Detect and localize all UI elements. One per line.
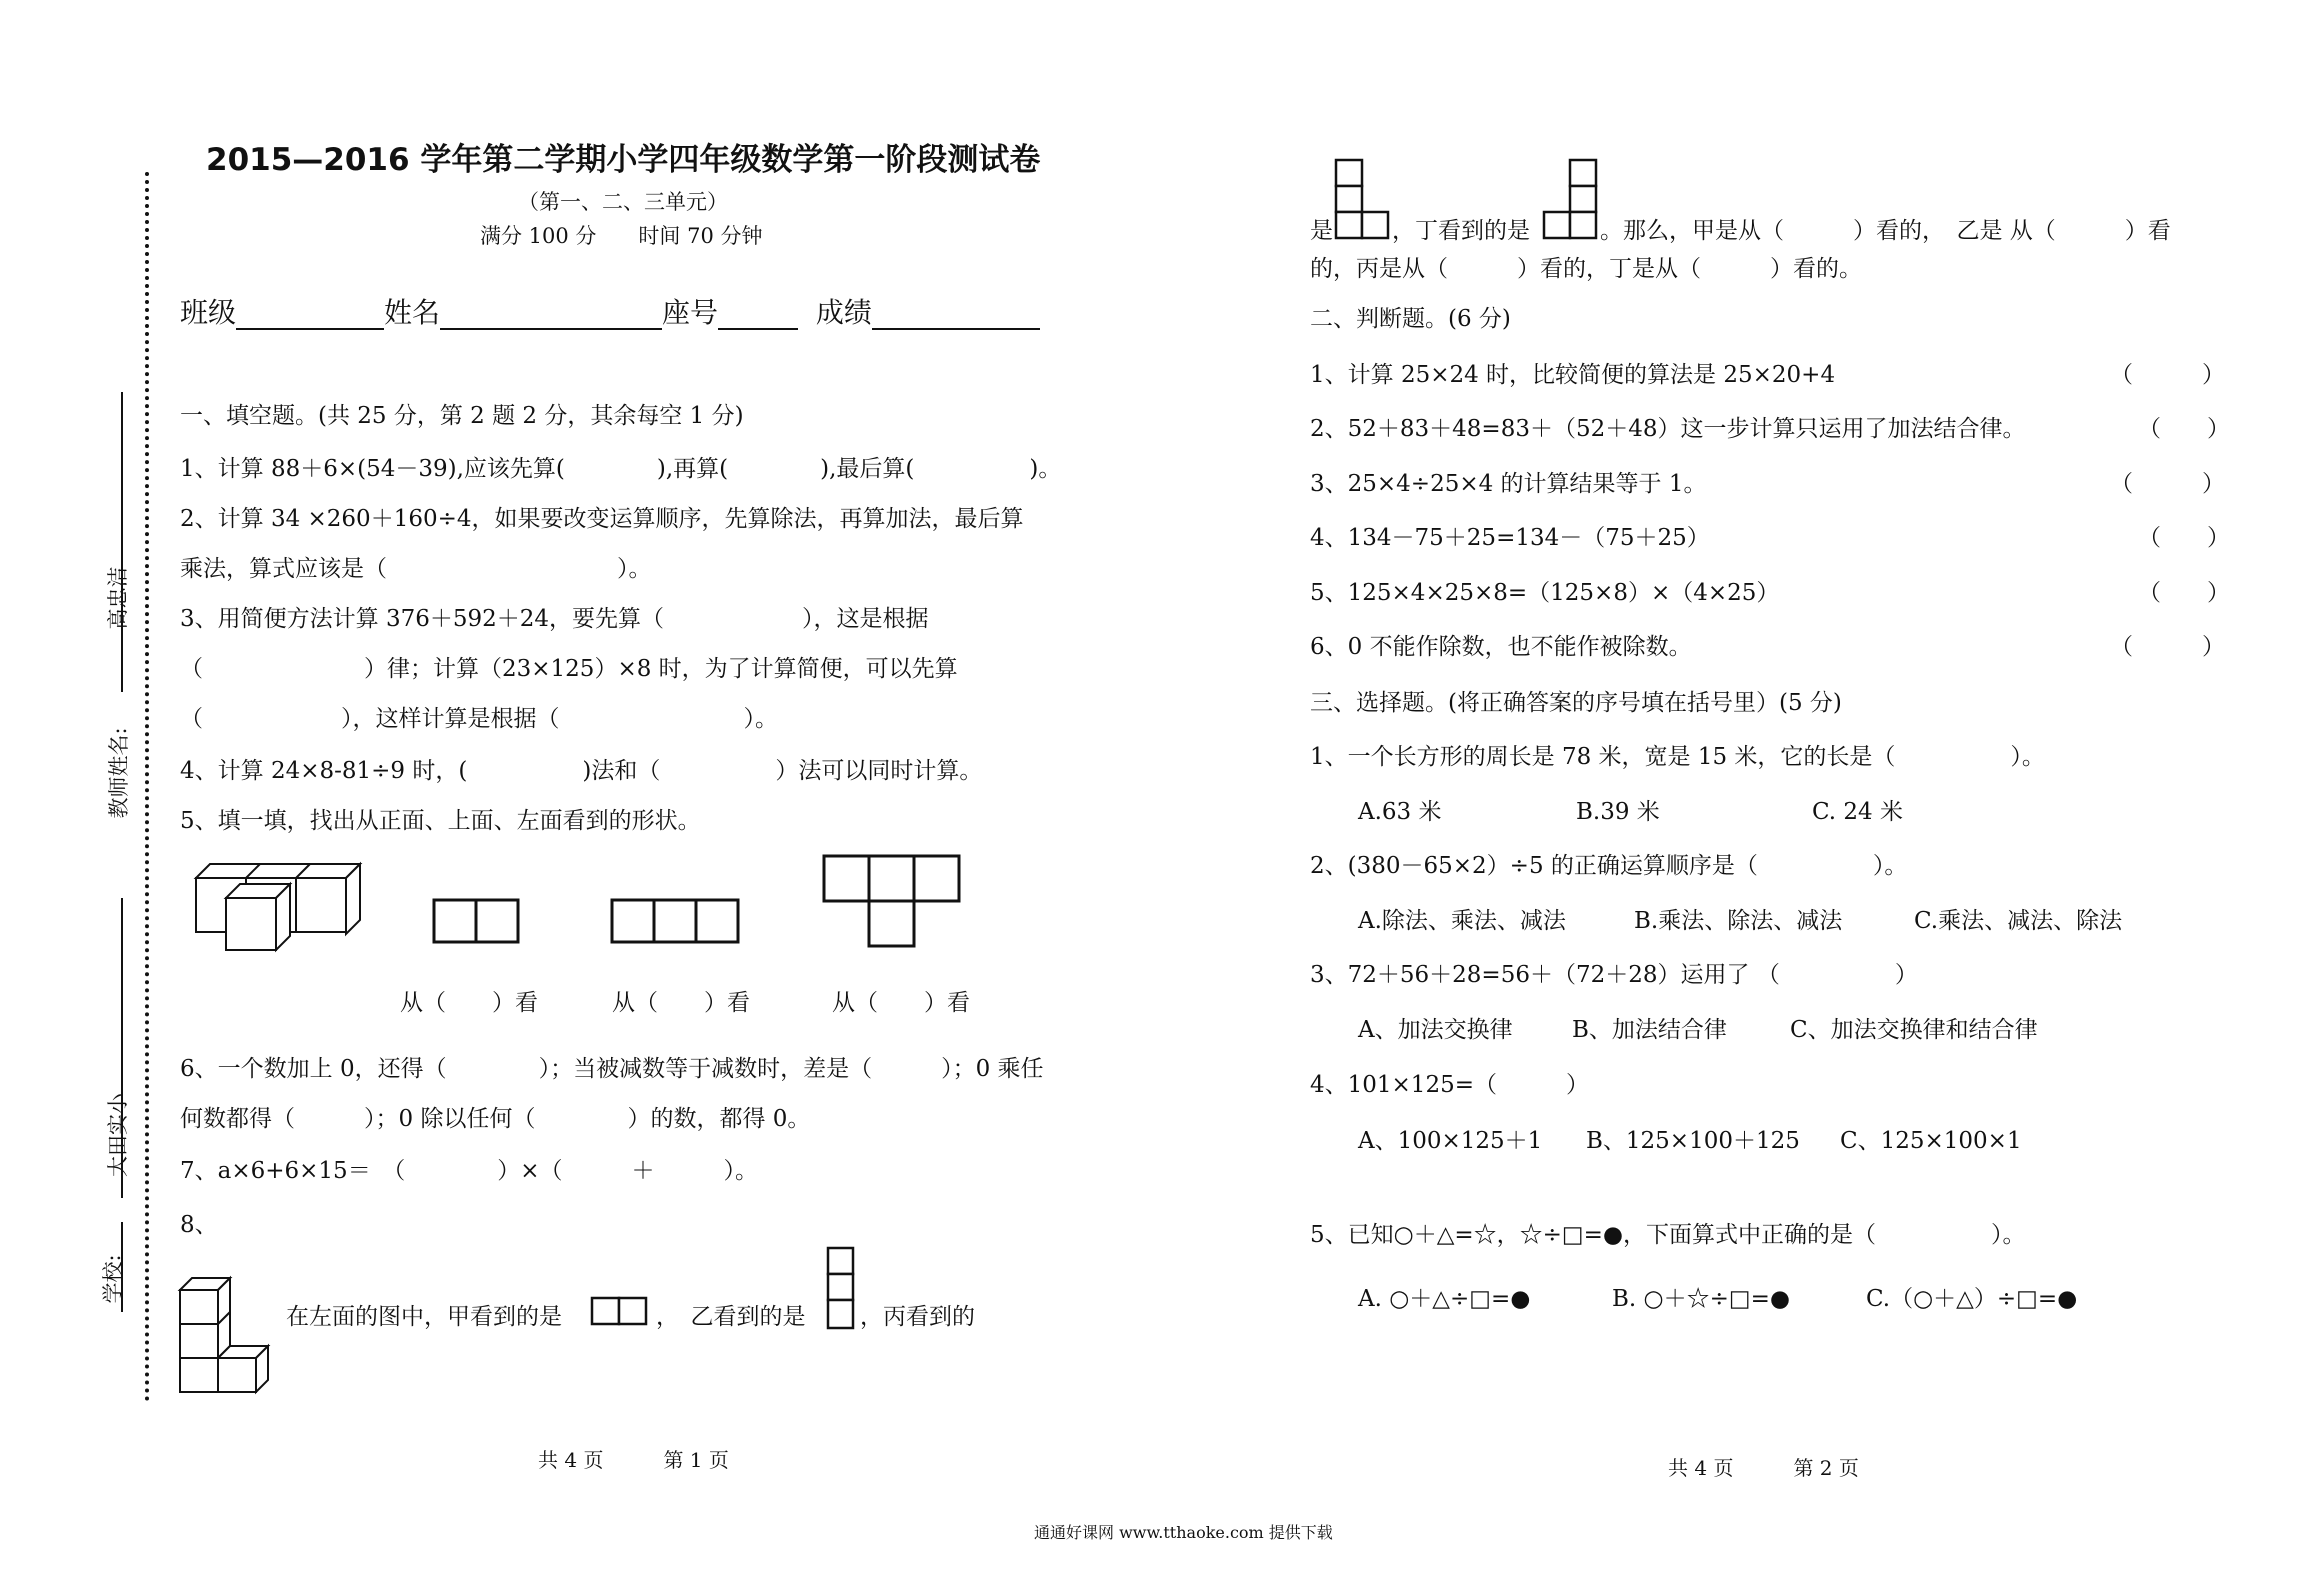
choice-q4-opt-b[interactable]: B、125×100＋125 [1586, 1128, 1800, 1154]
score-label: 成绩 [815, 296, 872, 329]
choice-q1-opt-b[interactable]: B.39 米 [1576, 799, 1660, 825]
choice-q5-opt-a[interactable]: A. ○＋△÷□=● [1358, 1286, 1531, 1312]
s1-q3b: （ ）律；计算（23×125）×8 时，为了计算简便，可以先算 [180, 656, 958, 682]
choice-q5: 5、已知○＋△=☆，☆÷□=●，下面算式中正确的是（ ）。 [1310, 1222, 2026, 1248]
judge-item-1: 1、计算 25×24 时，比较简便的算法是 25×20+4 [1310, 362, 1836, 388]
choice-q4-opt-c[interactable]: C、125×100×1 [1840, 1128, 2022, 1154]
choice-q4: 4、101×125=（ ） [1310, 1072, 1589, 1098]
choice-q2-opt-b[interactable]: B.乘法、除法、减法 [1634, 908, 1843, 934]
section2-heading: 二、判断题。(6 分) [1310, 306, 1511, 332]
q8-cont-a1: 是 [1310, 218, 1333, 244]
page1-footer: 共 4 页 第 1 页 [538, 1448, 729, 1472]
s1-q4: 4、计算 24×8-81÷9 时，( )法和（ ）法可以同时计算。 [180, 758, 983, 784]
cube-figure-3d [190, 860, 370, 950]
choice-q1: 1、一个长方形的周长是 78 米，宽是 15 米，它的长是（ ）。 [1310, 744, 2045, 770]
judge-paren-4[interactable]: （ ） [2138, 525, 2230, 551]
view1-label: 从（ ）看 [400, 990, 538, 1016]
judge-item-4: 4、134－75＋25=134－（75＋25） [1310, 525, 1710, 551]
student-info-row [180, 296, 1040, 330]
judge-item-3: 3、25×4÷25×4 的计算结果等于 1。 [1310, 471, 1707, 497]
judge-paren-5[interactable]: （ ） [2138, 580, 2230, 606]
section1-heading: 一、填空题。(共 25 分，第 2 题 2 分，其余每空 1 分) [180, 403, 744, 429]
exam-title: 2015—2016 学年第二学期小学四年级数学第一阶段测试卷 [206, 142, 1041, 178]
name-label: 姓名 [384, 296, 441, 329]
s1-q1: 1、计算 88＋6×(54－39),应该先算( ),再算( ),最后算( )。 [180, 456, 1062, 482]
judge-paren-6[interactable]: （ ） [2110, 634, 2225, 660]
s1-q2b: 乘法，算式应该是（ ）。 [180, 556, 652, 582]
choice-q3: 3、72＋56＋28=56＋（72＋28）运用了 （ ） [1310, 962, 1918, 988]
school-label: 学校: [101, 1254, 125, 1304]
choice-q3-opt-b[interactable]: B、加法结合律 [1572, 1017, 1727, 1043]
judge-item-6: 6、0 不能作除数，也不能作被除数。 [1310, 634, 1692, 660]
page2-footer: 共 4 页 第 2 页 [1668, 1456, 1859, 1480]
s1-q6b: 何数都得（ ）；0 除以任何（ ）的数，都得 0。 [180, 1106, 811, 1132]
s1-q8-num: 8、 [180, 1212, 218, 1238]
choice-q2-opt-c[interactable]: C.乘法、减法、除法 [1914, 908, 2123, 934]
teacher-label: 教师姓名: [107, 727, 131, 819]
choice-q5-opt-b[interactable]: B. ○＋☆÷□=● [1612, 1286, 1790, 1312]
s1-q7: 7、a×6+6×15＝ （ ）×（ ＋ ）。 [180, 1158, 758, 1184]
teacher-name-value: 高忠洁 [106, 566, 130, 630]
s1-q8-text2: ， 乙看到的是 [656, 1304, 806, 1330]
s1-q2a: 2、计算 34 ×260＋160÷4，如果要改变运算顺序，先算除法，再算加法，最后算 [180, 506, 1024, 532]
class-label: 班级 [180, 296, 237, 329]
seat-field[interactable] [718, 302, 798, 330]
judge-item-5: 5、125×4×25×8=（125×8）×（4×25） [1310, 580, 1780, 606]
judge-paren-1[interactable]: （ ） [2110, 362, 2225, 388]
choice-q3-opt-c[interactable]: C、加法交换律和结合律 [1790, 1017, 2038, 1043]
choice-q5-opt-c[interactable]: C.（○＋△）÷□=● [1866, 1286, 2078, 1312]
cube-stack-figure [178, 1268, 270, 1396]
school-value: 大田实小 [106, 1093, 130, 1177]
s1-q8-text3: ，丙看到的 [860, 1304, 975, 1330]
class-field[interactable] [236, 302, 384, 330]
view3-label: 从（ ）看 [832, 990, 970, 1016]
choice-q3-opt-a[interactable]: A、加法交换律 [1358, 1017, 1513, 1043]
q8-shape-c [1334, 158, 1390, 240]
choice-q1-opt-c[interactable]: C. 24 米 [1812, 799, 1903, 825]
exam-score-time: 满分 100 分 时间 70 分钟 [480, 224, 763, 248]
seat-label: 座号 [662, 296, 719, 329]
view-shape-two-squares [432, 898, 522, 944]
q8-cont-a3: 。那么，甲是从（ ）看的， 乙是 从（ ）看 [1600, 218, 2171, 244]
name-field[interactable] [440, 302, 662, 330]
s1-q6a: 6、一个数加上 0，还得（ ）；当被减数等于减数时，差是（ ）；0 乘任 [180, 1056, 1044, 1082]
view-shape-three-squares [610, 898, 742, 944]
judge-paren-3[interactable]: （ ） [2110, 471, 2225, 497]
q8-shape-b [826, 1246, 856, 1332]
choice-q2: 2、(380－65×2）÷5 的正确运算顺序是（ ）。 [1310, 853, 1908, 879]
q8-cont-a2: ，丁看到的是 [1392, 218, 1530, 244]
exam-units: （第一、二、三单元） [518, 190, 728, 214]
binding-dotted-line [145, 172, 149, 1402]
s1-q5: 5、填一填，找出从正面、上面、左面看到的形状。 [180, 808, 701, 834]
q8-shape-d [1542, 158, 1598, 240]
judge-paren-2[interactable]: （ ） [2138, 416, 2230, 442]
score-field[interactable] [872, 302, 1040, 330]
s1-q3c: （ ），这样计算是根据（ ）。 [180, 706, 778, 732]
view2-label: 从（ ）看 [612, 990, 750, 1016]
s1-q8-text1: 在左面的图中，甲看到的是 [286, 1304, 562, 1330]
judge-item-2: 2、52＋83＋48=83＋（52＋48）这一步计算只运用了加法结合律。 [1310, 416, 2026, 442]
s1-q3a: 3、用简便方法计算 376＋592＋24，要先算（ ），这是根据 [180, 606, 929, 632]
view-shape-t [822, 854, 962, 950]
sidebar-line-1 [121, 392, 123, 692]
choice-q1-opt-a[interactable]: A.63 米 [1358, 799, 1442, 825]
section3-heading: 三、选择题。(将正确答案的序号填在括号里）(5 分) [1310, 690, 1842, 716]
q8-cont-b: 的，丙是从（ ）看的，丁是从（ ）看的。 [1310, 256, 1862, 282]
choice-q2-opt-a[interactable]: A.除法、乘法、减法 [1358, 908, 1566, 934]
source-footer: 通通好课网 www.tthaoke.com 提供下载 [1034, 1523, 1333, 1542]
choice-q4-opt-a[interactable]: A、100×125＋1 [1358, 1128, 1543, 1154]
q8-shape-a [590, 1296, 650, 1326]
